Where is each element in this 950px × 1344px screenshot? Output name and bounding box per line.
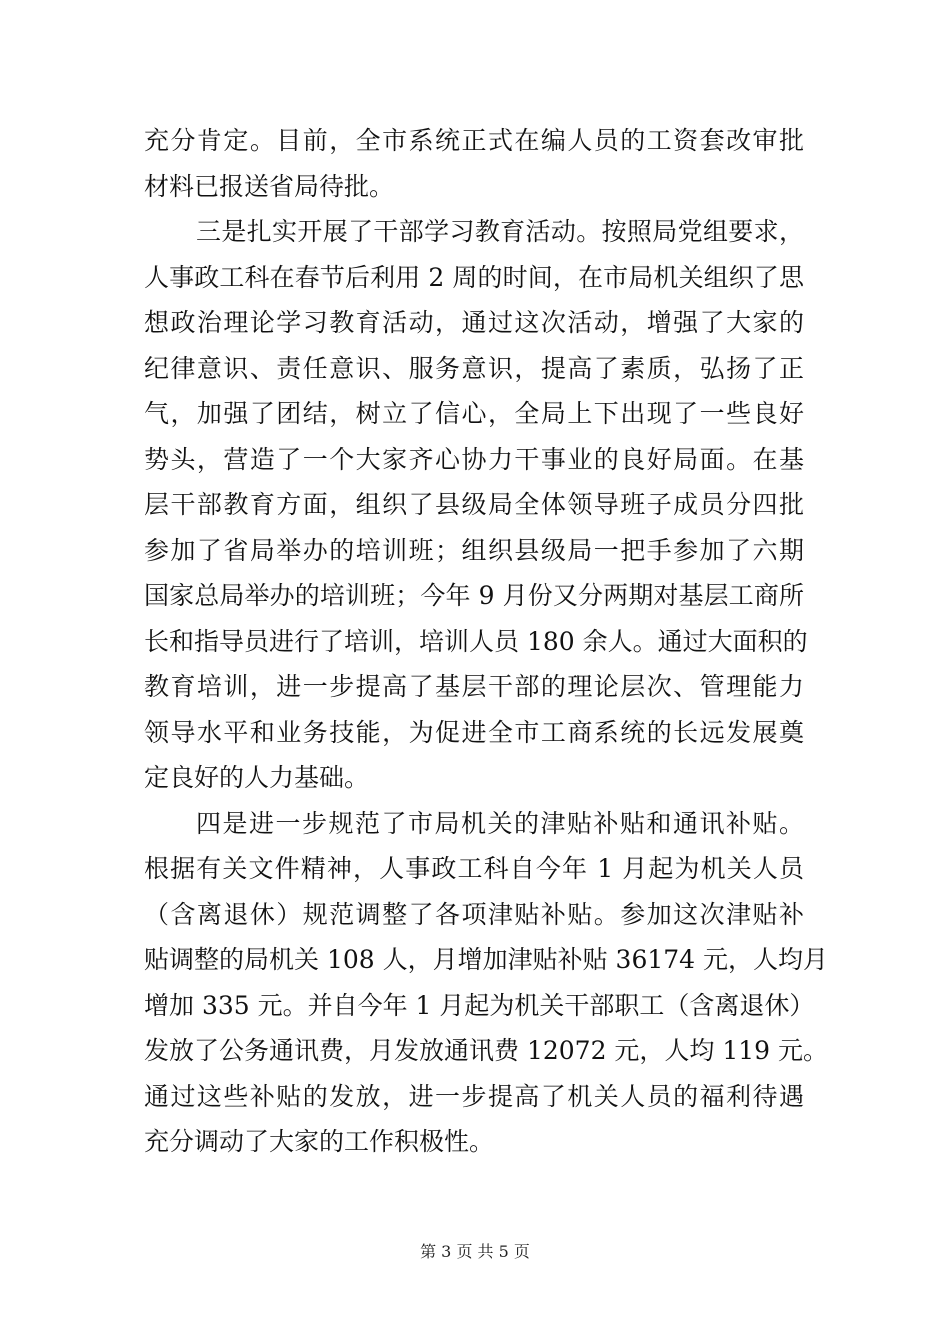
text-line: 材料已报送省局待批。 xyxy=(144,171,395,201)
text-line: 根据有关文件精神，人事政工科自今年 1 月起为机关人员 xyxy=(144,854,804,883)
text-line: 发放了公务通讯费，月发放通讯费 12072 元，人均 119 元。 xyxy=(144,1036,829,1065)
text-line: 势头，营造了一个大家齐心协力干事业的良好局面。在基 xyxy=(144,444,804,474)
text-line: 纪律意识、责任意识、服务意识，提高了素质，弘扬了正 xyxy=(144,353,804,383)
text-line: 通过这些补贴的发放，进一步提高了机关人员的福利待遇 xyxy=(144,1081,804,1111)
text-line: 参加了省局举办的培训班；组织县级局一把手参加了六期 xyxy=(144,535,804,565)
text-line: 定良好的人力基础。 xyxy=(144,763,370,792)
text-line: 增加 335 元。并自今年 1 月起为机关干部职工（含离退休） xyxy=(144,990,815,1020)
text-line: 领导水平和业务技能，为促进全市工商系统的长远发展奠 xyxy=(144,717,804,747)
text-line: 人事政工科在春节后利用 2 周的时间，在市局机关组织了思 xyxy=(144,262,804,292)
text-line: 层干部教育方面，组织了县级局全体领导班子成员分四批 xyxy=(144,490,804,519)
document-body xyxy=(144,118,829,1165)
text-line: 长和指导员进行了培训，培训人员 180 余人。通过大面积的 xyxy=(144,626,808,656)
page-number-footer: 第 3 页 共 5 页 xyxy=(420,1242,530,1261)
text-line: 气，加强了团结，树立了信心，全局上下出现了一些良好 xyxy=(144,399,804,428)
text-line: 充分肯定。目前，全市系统正式在编人员的工资套改审批 xyxy=(144,126,804,155)
paragraph-start-line: 三是扎实开展了干部学习教育活动。按照局党组要求， xyxy=(196,217,804,246)
text-line: 贴调整的局机关 108 人，月增加津贴补贴 36174 元，人均月 xyxy=(144,945,829,974)
text-line: （含离退休）规范调整了各项津贴补贴。参加这次津贴补 xyxy=(144,899,804,929)
text-line: 想政治理论学习教育活动，通过这次活动，增强了大家的 xyxy=(144,308,804,337)
text-line: 充分调动了大家的工作积极性。 xyxy=(144,1127,495,1156)
paragraph-start-line: 四是进一步规范了市局机关的津贴补贴和通讯补贴。 xyxy=(196,808,804,838)
text-line: 教育培训，进一步提高了基层干部的理论层次、管理能力 xyxy=(144,672,804,701)
text-line: 国家总局举办的培训班；今年 9 月份又分两期对基层工商所 xyxy=(144,581,804,610)
